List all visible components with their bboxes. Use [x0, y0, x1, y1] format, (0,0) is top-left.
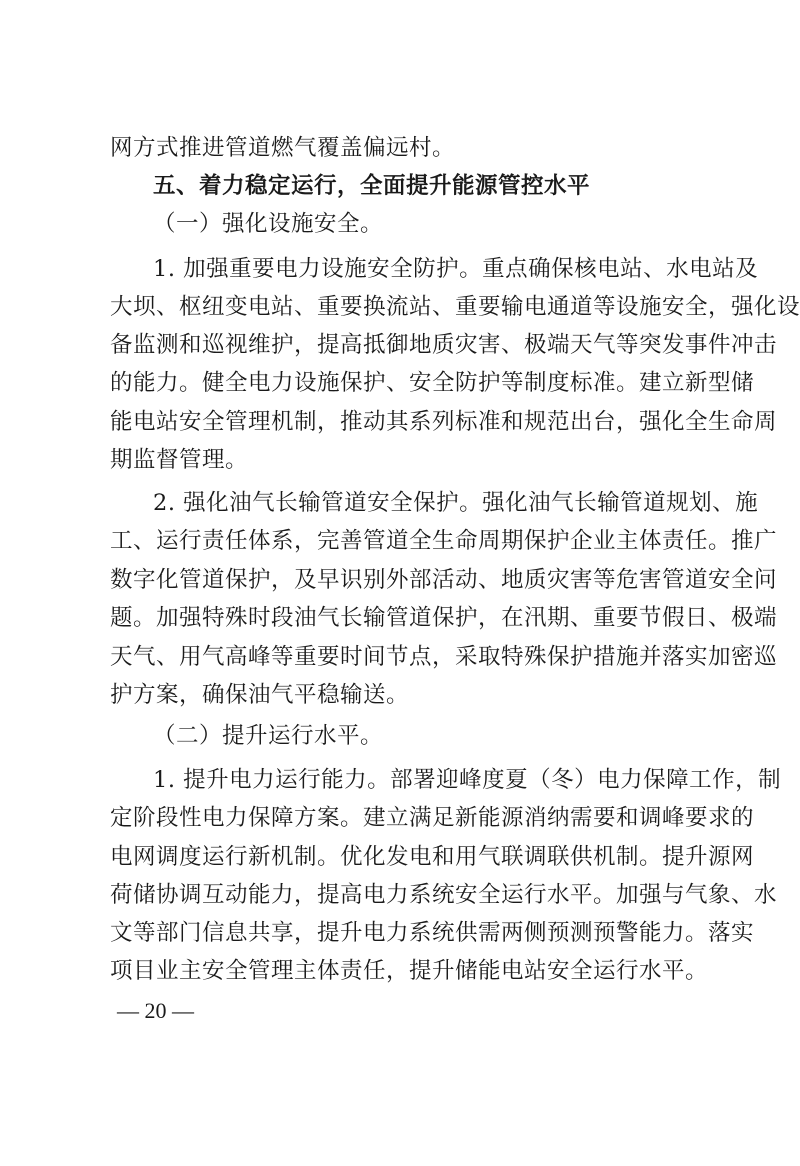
page-number: — 20 — — [117, 998, 194, 1023]
paragraph-line: 工、运行责任体系，完善管道全生命周期保护企业主体责任。推广 — [110, 528, 778, 554]
paragraph-line: 文等部门信息共享，提升电力系统供需两侧预测预警能力。落实 — [110, 920, 755, 946]
paragraph-line: 项目业主安全管理主体责任，提升储能电站安全运行水平。 — [110, 958, 709, 984]
paragraph-line: 1. 提升电力运行能力。部署迎峰度夏（冬）电力保障工作，制 — [153, 767, 782, 793]
paragraph-line: 期监督管理。 — [110, 447, 249, 473]
paragraph-line: 定阶段性电力保障方案。建立满足新能源消纳需要和调峰要求的 — [110, 805, 755, 831]
paragraph-line: 题。加强特殊时段油气长输管道保护，在汛期、重要节假日、极端 — [110, 605, 778, 631]
paragraph-line: 网方式推进管道燃气覆盖偏远村。 — [110, 135, 456, 161]
paragraph-line: 大坝、枢纽变电站、重要换流站、重要输电通道等设施安全，强化设 — [110, 294, 800, 320]
paragraph-line: 能电站安全管理机制，推动其系列标准和规范出台，强化全生命周 — [110, 409, 778, 435]
paragraph-line: 电网调度运行新机制。优化发电和用气联调联供机制。提升源网 — [110, 844, 755, 870]
paragraph-line: 1. 加强重要电力设施安全防护。重点确保核电站、水电站及 — [153, 256, 759, 282]
paragraph-line: 的能力。健全电力设施保护、安全防护等制度标准。建立新型储 — [110, 370, 755, 396]
subsection-heading: （二）提升运行水平。 — [153, 723, 384, 749]
paragraph-line: 天气、用气高峰等重要时间节点，采取特殊保护措施并落实加密巡 — [110, 644, 778, 670]
paragraph-line: 备监测和巡视维护，提高抵御地质灾害、极端天气等突发事件冲击 — [110, 332, 778, 358]
paragraph-line: 荷储协调互动能力，提高电力系统安全运行水平。加强与气象、水 — [110, 882, 778, 908]
paragraph-line: 护方案，确保油气平稳输送。 — [110, 682, 410, 708]
section-heading: 五、着力稳定运行，全面提升能源管控水平 — [153, 173, 591, 199]
paragraph-line: 数字化管道保护，及早识别外部活动、地质灾害等危害管道安全问 — [110, 567, 778, 593]
paragraph-line: 2. 强化油气长输管道安全保护。强化油气长输管道规划、施 — [153, 490, 759, 516]
subsection-heading: （一）强化设施安全。 — [153, 211, 384, 237]
